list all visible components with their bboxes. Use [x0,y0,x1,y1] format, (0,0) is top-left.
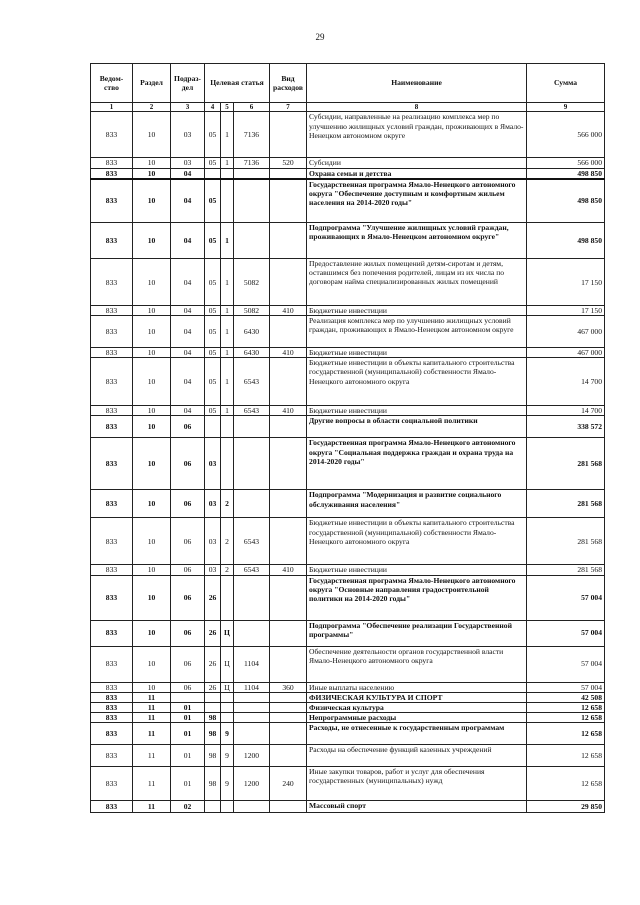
program-code: 98 [205,712,221,722]
subprogram-code: 9 [221,722,234,744]
program-code: 03 [205,518,221,565]
row-name: Подпрограмма "Обеспечение реализации Государственной программы" [307,620,527,646]
program-code: 98 [205,744,221,766]
subsection-code: 04 [171,348,205,358]
subsection-code: 06 [171,646,205,682]
col-number: 1 [91,103,133,112]
subsection-code: 06 [171,518,205,565]
subsection-code: 03 [171,112,205,158]
row-sum: 14 700 [527,358,605,406]
subsection-code: 04 [171,179,205,223]
row-name: Иные выплаты населению [307,682,527,692]
subsection-code: 04 [171,316,205,348]
row-sum: 566 000 [527,158,605,168]
expense-type-code [270,702,307,712]
subprogram-code: 1 [221,306,234,316]
table-row [91,358,605,406]
program-code: 05 [205,316,221,348]
article-code [234,575,270,620]
col-number: 8 [307,103,527,112]
program-code: 05 [205,348,221,358]
subprogram-code: Ц [221,620,234,646]
section-code: 11 [133,722,171,744]
section-code: 10 [133,223,171,259]
subprogram-code: 1 [221,112,234,158]
table-row [91,416,605,438]
subsection-code: 04 [171,259,205,306]
dept-code: 833 [91,306,133,316]
subsection-code: 03 [171,158,205,168]
expense-type-code [270,575,307,620]
row-name: Субсидии [307,158,527,168]
section-code: 10 [133,438,171,490]
section-code: 10 [133,620,171,646]
subprogram-code: 2 [221,518,234,565]
row-name: Массовый спорт [307,800,527,812]
section-code: 11 [133,692,171,702]
subprogram-code [221,416,234,438]
expense-type-code: 410 [270,348,307,358]
row-name: Государственная программа Ямало-Ненецкого автономного округа "Социальная поддержка граждан и охрана труда на 2014-2020 годы" [307,438,527,490]
row-sum: 498 850 [527,179,605,223]
subsection-code: 01 [171,722,205,744]
expense-type-code [270,490,307,518]
program-code: 05 [205,158,221,168]
subsection-code: 06 [171,438,205,490]
dept-code: 833 [91,348,133,358]
row-sum: 498 850 [527,168,605,179]
expense-type-code [270,416,307,438]
expense-type-code [270,168,307,179]
section-code: 11 [133,744,171,766]
subsection-code: 02 [171,800,205,812]
section-code: 10 [133,565,171,575]
subsection-code: 06 [171,682,205,692]
section-code: 11 [133,766,171,800]
row-sum: 281 568 [527,518,605,565]
subprogram-code [221,692,234,702]
table-body [91,112,605,813]
program-code: 05 [205,179,221,223]
expense-type-code [270,179,307,223]
section-code: 10 [133,416,171,438]
section-code: 10 [133,348,171,358]
article-code [234,722,270,744]
table-row [91,406,605,416]
col-number: 3 [171,103,205,112]
article-code: 7136 [234,158,270,168]
subsection-code: 04 [171,223,205,259]
subprogram-code [221,702,234,712]
table-row [91,744,605,766]
article-code: 1104 [234,682,270,692]
program-code: 26 [205,682,221,692]
program-code: 03 [205,490,221,518]
subprogram-code [221,575,234,620]
row-sum: 12 658 [527,722,605,744]
table-row [91,259,605,306]
header-dept: Ведом-ство [91,64,133,103]
row-name: Расходы, не отнесенные к государственным программам [307,722,527,744]
program-code [205,168,221,179]
dept-code: 833 [91,358,133,406]
subprogram-code: 1 [221,223,234,259]
subprogram-code: 1 [221,358,234,406]
subprogram-code: Ц [221,682,234,692]
expense-type-code: 360 [270,682,307,692]
row-sum: 57 004 [527,682,605,692]
subsection-code: 04 [171,306,205,316]
row-sum: 12 658 [527,766,605,800]
subprogram-code [221,800,234,812]
table-row [91,620,605,646]
table-row [91,702,605,712]
section-code: 10 [133,316,171,348]
row-name: ФИЗИЧЕСКАЯ КУЛЬТУРА И СПОРТ [307,692,527,702]
subsection-code: 06 [171,416,205,438]
row-name: Расходы на обеспечение функций казенных учреждений [307,744,527,766]
row-name: Бюджетные инвестиции в объекты капитального строительства государственной (муниципальной) собственности Ямало-Ненецкого автономного округа [307,518,527,565]
program-code: 03 [205,438,221,490]
row-sum: 12 658 [527,702,605,712]
row-name: Обеспечение деятельности органов государственной власти Ямало-Ненецкого автономного округа [307,646,527,682]
row-name: Охрана семьи и детства [307,168,527,179]
row-name: Предоставление жилых помещений детям-сиротам и детям, оставшимся без попечения родителей, лицам из их числа по договорам найма специализированных жилых помещений [307,259,527,306]
section-code: 10 [133,646,171,682]
program-code: 98 [205,766,221,800]
dept-code: 833 [91,702,133,712]
row-name: Государственная программа Ямало-Ненецкого автономного округа "Обеспечение доступным и комфортным жильем населения на 2014-2020 годы" [307,179,527,223]
dept-code: 833 [91,438,133,490]
article-code [234,223,270,259]
row-sum: 14 700 [527,406,605,416]
row-name: Бюджетные инвестиции в объекты капитального строительства государственной (муниципальной) собственности Ямало-Ненецкого автономного округа [307,358,527,406]
article-code: 6543 [234,358,270,406]
article-code [234,168,270,179]
dept-code: 833 [91,800,133,812]
program-code [205,692,221,702]
subprogram-code: Ц [221,646,234,682]
section-code: 10 [133,490,171,518]
program-code: 26 [205,575,221,620]
article-code: 1104 [234,646,270,682]
article-code [234,712,270,722]
article-code [234,179,270,223]
program-code [205,416,221,438]
program-code: 03 [205,565,221,575]
subsection-code: 04 [171,358,205,406]
col-number: 5 [221,103,234,112]
subsection-code: 06 [171,490,205,518]
dept-code: 833 [91,490,133,518]
dept-code: 833 [91,620,133,646]
dept-code: 833 [91,259,133,306]
dept-code: 833 [91,575,133,620]
subprogram-code: 1 [221,348,234,358]
expense-type-code [270,438,307,490]
program-code: 05 [205,358,221,406]
column-number-row [91,103,605,112]
dept-code: 833 [91,158,133,168]
dept-code: 833 [91,712,133,722]
section-code: 10 [133,358,171,406]
subprogram-code [221,438,234,490]
budget-table [90,63,605,813]
subprogram-code [221,168,234,179]
section-code: 11 [133,712,171,722]
expense-type-code [270,800,307,812]
subsection-code: 06 [171,620,205,646]
table-row [91,348,605,358]
expense-type-code [270,259,307,306]
expense-type-code [270,620,307,646]
subprogram-code: 1 [221,316,234,348]
section-code: 10 [133,168,171,179]
article-code: 5082 [234,259,270,306]
article-code: 6430 [234,348,270,358]
row-sum: 338 572 [527,416,605,438]
program-code: 05 [205,259,221,306]
row-sum: 281 568 [527,438,605,490]
table-row [91,179,605,223]
subsection-code: 01 [171,712,205,722]
expense-type-code: 240 [270,766,307,800]
expense-type-code [270,223,307,259]
row-name: Другие вопросы в области социальной политики [307,416,527,438]
subsection-code: 01 [171,766,205,800]
article-code [234,490,270,518]
row-sum: 29 850 [527,800,605,812]
dept-code: 833 [91,316,133,348]
dept-code: 833 [91,682,133,692]
table-row [91,575,605,620]
expense-type-code [270,744,307,766]
program-code [205,702,221,712]
col-number: 9 [527,103,605,112]
expense-type-code [270,518,307,565]
row-sum: 57 004 [527,575,605,620]
subprogram-code: 9 [221,766,234,800]
program-code: 05 [205,112,221,158]
col-number: 7 [270,103,307,112]
section-code: 10 [133,406,171,416]
article-code: 6543 [234,518,270,565]
program-code: 26 [205,620,221,646]
subprogram-code [221,179,234,223]
dept-code: 833 [91,416,133,438]
dept-code: 833 [91,179,133,223]
table-row [91,800,605,812]
table-row [91,223,605,259]
dept-code: 833 [91,168,133,179]
row-sum: 281 568 [527,565,605,575]
subsection-code: 01 [171,702,205,712]
section-code: 10 [133,179,171,223]
col-number: 6 [234,103,270,112]
subsection-code: 04 [171,168,205,179]
expense-type-code [270,712,307,722]
article-code [234,620,270,646]
article-code [234,702,270,712]
table-row [91,316,605,348]
header-name: Наименование [307,64,527,103]
row-name: Бюджетные инвестиции [307,406,527,416]
table-row [91,438,605,490]
article-code [234,438,270,490]
expense-type-code [270,722,307,744]
section-code: 11 [133,800,171,812]
header-exp-type: Вид расходов [270,64,307,103]
row-sum: 57 004 [527,646,605,682]
section-code: 10 [133,518,171,565]
table-row [91,692,605,702]
subsection-code [171,692,205,702]
row-name: Физическая культура [307,702,527,712]
article-code [234,416,270,438]
program-code [205,800,221,812]
program-code: 05 [205,406,221,416]
article-code: 7136 [234,112,270,158]
row-sum: 566 000 [527,112,605,158]
row-sum: 12 658 [527,744,605,766]
row-name: Подпрограмма "Улучшение жилищных условий граждан, проживающих в Ямало-Ненецком автономном округе" [307,223,527,259]
header-row [91,64,605,103]
article-code: 6543 [234,406,270,416]
dept-code: 833 [91,565,133,575]
table-row [91,722,605,744]
program-code: 26 [205,646,221,682]
program-code: 05 [205,306,221,316]
article-code [234,800,270,812]
subprogram-code: 9 [221,744,234,766]
expense-type-code [270,692,307,702]
section-code: 10 [133,575,171,620]
subsection-code: 04 [171,406,205,416]
dept-code: 833 [91,692,133,702]
subsection-code: 06 [171,565,205,575]
subprogram-code: 1 [221,259,234,306]
row-sum: 17 150 [527,259,605,306]
page-number: 29 [315,32,325,42]
table-row [91,766,605,800]
section-code: 11 [133,702,171,712]
table-row [91,112,605,158]
expense-type-code [270,112,307,158]
subprogram-code [221,712,234,722]
section-code: 10 [133,682,171,692]
article-code [234,692,270,702]
dept-code: 833 [91,112,133,158]
subsection-code: 01 [171,744,205,766]
expense-type-code [270,358,307,406]
row-sum: 12 658 [527,712,605,722]
table-row [91,646,605,682]
row-name: Непрограммные расходы [307,712,527,722]
expense-type-code: 520 [270,158,307,168]
row-name: Иные закупки товаров, работ и услуг для обеспечения государственных (муниципальных) нужд [307,766,527,800]
expense-type-code [270,316,307,348]
table-row [91,565,605,575]
row-sum: 17 150 [527,306,605,316]
subprogram-code: 1 [221,158,234,168]
subprogram-code: 2 [221,565,234,575]
expense-type-code [270,646,307,682]
table-row [91,158,605,168]
section-code: 10 [133,112,171,158]
header-subsection: Подраз-дел [171,64,205,103]
article-code: 5082 [234,306,270,316]
dept-code: 833 [91,722,133,744]
subprogram-code: 2 [221,490,234,518]
table-row [91,712,605,722]
program-code: 98 [205,722,221,744]
col-number: 2 [133,103,171,112]
table-row [91,518,605,565]
expense-type-code: 410 [270,406,307,416]
dept-code: 833 [91,744,133,766]
section-code: 10 [133,259,171,306]
section-code: 10 [133,306,171,316]
article-code: 6543 [234,565,270,575]
header-sum: Сумма [527,64,605,103]
row-name: Субсидии, направленные на реализацию комплекса мер по улучшению жилищных условий граждан, проживающих в Ямало-Ненецком автономном округе [307,112,527,158]
row-sum: 281 568 [527,490,605,518]
article-code: 1200 [234,744,270,766]
dept-code: 833 [91,766,133,800]
row-name: Государственная программа Ямало-Ненецкого автономного округа "Основные направления градостроительной политики на 2014-2020 годы" [307,575,527,620]
row-name: Бюджетные инвестиции [307,348,527,358]
section-code: 10 [133,158,171,168]
col-number: 4 [205,103,221,112]
table-row [91,682,605,692]
table-row [91,168,605,179]
row-sum: 42 508 [527,692,605,702]
article-code: 1200 [234,766,270,800]
subsection-code: 06 [171,575,205,620]
row-sum: 467 000 [527,348,605,358]
expense-type-code: 410 [270,565,307,575]
header-section: Раздел [133,64,171,103]
row-sum: 498 850 [527,223,605,259]
row-name: Подпрограмма "Модернизация и развитие социального обслуживания населения" [307,490,527,518]
table-row [91,490,605,518]
row-name: Реализация комплекса мер по улучшению жилищных условий граждан, проживающих в Ямало-Ненецком автономном округе [307,316,527,348]
row-sum: 467 000 [527,316,605,348]
dept-code: 833 [91,518,133,565]
header-target: Целевая статья [205,64,270,103]
table-row [91,306,605,316]
dept-code: 833 [91,223,133,259]
dept-code: 833 [91,646,133,682]
subprogram-code: 1 [221,406,234,416]
dept-code: 833 [91,406,133,416]
program-code: 05 [205,223,221,259]
article-code: 6430 [234,316,270,348]
row-name: Бюджетные инвестиции [307,565,527,575]
row-sum: 57 004 [527,620,605,646]
expense-type-code: 410 [270,306,307,316]
row-name: Бюджетные инвестиции [307,306,527,316]
